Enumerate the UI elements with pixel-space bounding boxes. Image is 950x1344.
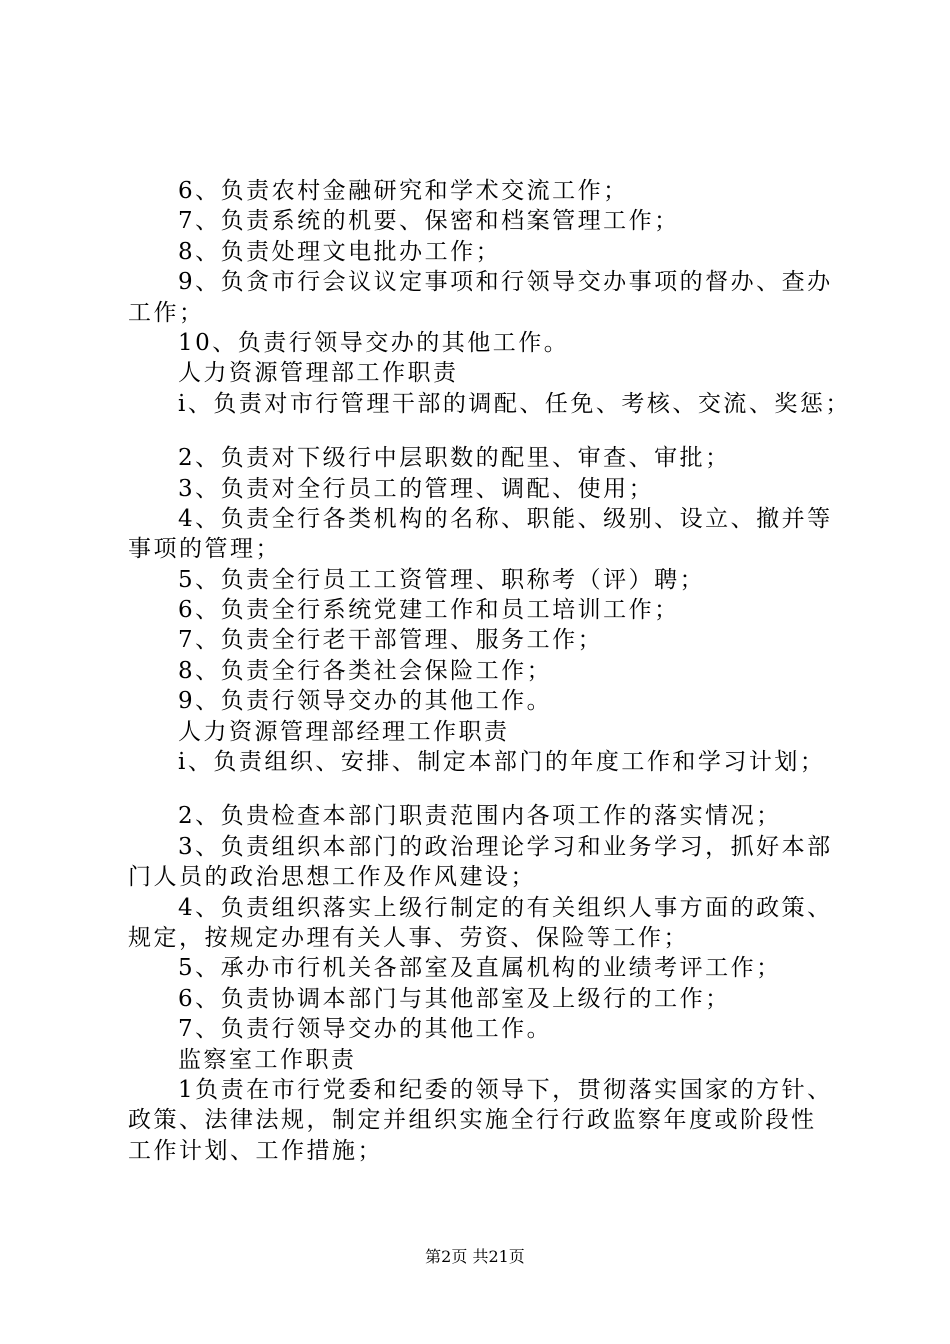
text-line: 工作计划、工作措施； [128, 1137, 383, 1164]
paragraph-spacer [128, 419, 838, 443]
text-line: 人力资源管理部工作职责 [178, 360, 459, 387]
text-line: 规定，按规定办理有关人事、劳资、保险等工作； [128, 924, 689, 951]
text-line: 门人员的政治思想工作及作风建设； [128, 864, 536, 891]
text-line: 人力资源管理部经理工作职责 [178, 718, 510, 745]
text-line: 9、负贪市行会议议定事项和行领导交办事项的督办、查办 [178, 269, 833, 296]
page-footer [0, 1244, 950, 1267]
text-line: 2、负贵检查本部门职责范围内各项工作的落实情况； [178, 803, 782, 830]
text-line: 监察室工作职责 [178, 1046, 357, 1073]
text-line: 5、负责全行员工工资管理、职称考（评）聘； [178, 566, 706, 593]
text-line: 4、负责全行各类机构的名称、职能、级别、设立、撤并等 [178, 505, 833, 532]
text-line: 3、负责组织本部门的政治理论学习和业务学习，抓好本部 [178, 833, 833, 860]
text-line: 5、承办市行机关各部室及直属机构的业绩考评工作； [178, 955, 782, 982]
text-line: i、负责组织、安排、制定本部门的年度工作和学习计划； [178, 749, 826, 776]
document-body [128, 176, 851, 1166]
text-line: 7、负责行领导交办的其他工作。 [178, 1016, 553, 1043]
text-line: 工作； [128, 299, 205, 326]
text-line: 6、负责协调本部门与其他部室及上级行的工作； [178, 985, 731, 1012]
text-line: 政策、法律法规，制定并组织实施全行行政监察年度或阶段性 [128, 1107, 817, 1134]
text-line: 6、负责农村金融研究和学术交流工作； [178, 178, 629, 204]
text-line: 8、负责全行各类社会保险工作； [178, 657, 553, 684]
text-line: 7、负责系统的机要、保密和档案管理工作； [178, 208, 680, 235]
text-line: 10、负责行领导交办的其他工作。 [178, 329, 570, 356]
page-number-label: 第2页 共21页 [425, 1247, 525, 1266]
text-line: 2、负责对下级行中层职数的配里、审查、审批； [178, 445, 731, 472]
text-line: 8、负责处理文电批办工作； [178, 238, 502, 265]
text-line: 4、负责组织落实上级行制定的有关组织人事方面的政策、 [178, 894, 833, 921]
text-line: 7、负责全行老干部管理、服务工作； [178, 627, 604, 654]
text-line: i、负责对市行管理干部的调配、任免、考核、交流、奖惩； [178, 390, 851, 417]
paragraph-spacer [128, 777, 838, 801]
text-line: 3、负责对全行员工的管理、调配、使用； [178, 475, 655, 502]
text-line: 6、负责全行系统党建工作和员工培训工作； [178, 597, 680, 624]
text-line: 1负责在市行党委和纪委的领导下，贯彻落实国家的方针、 [178, 1076, 833, 1103]
text-line: 9、负责行领导交办的其他工作。 [178, 688, 553, 715]
text-line: 事项的管理； [128, 536, 281, 563]
